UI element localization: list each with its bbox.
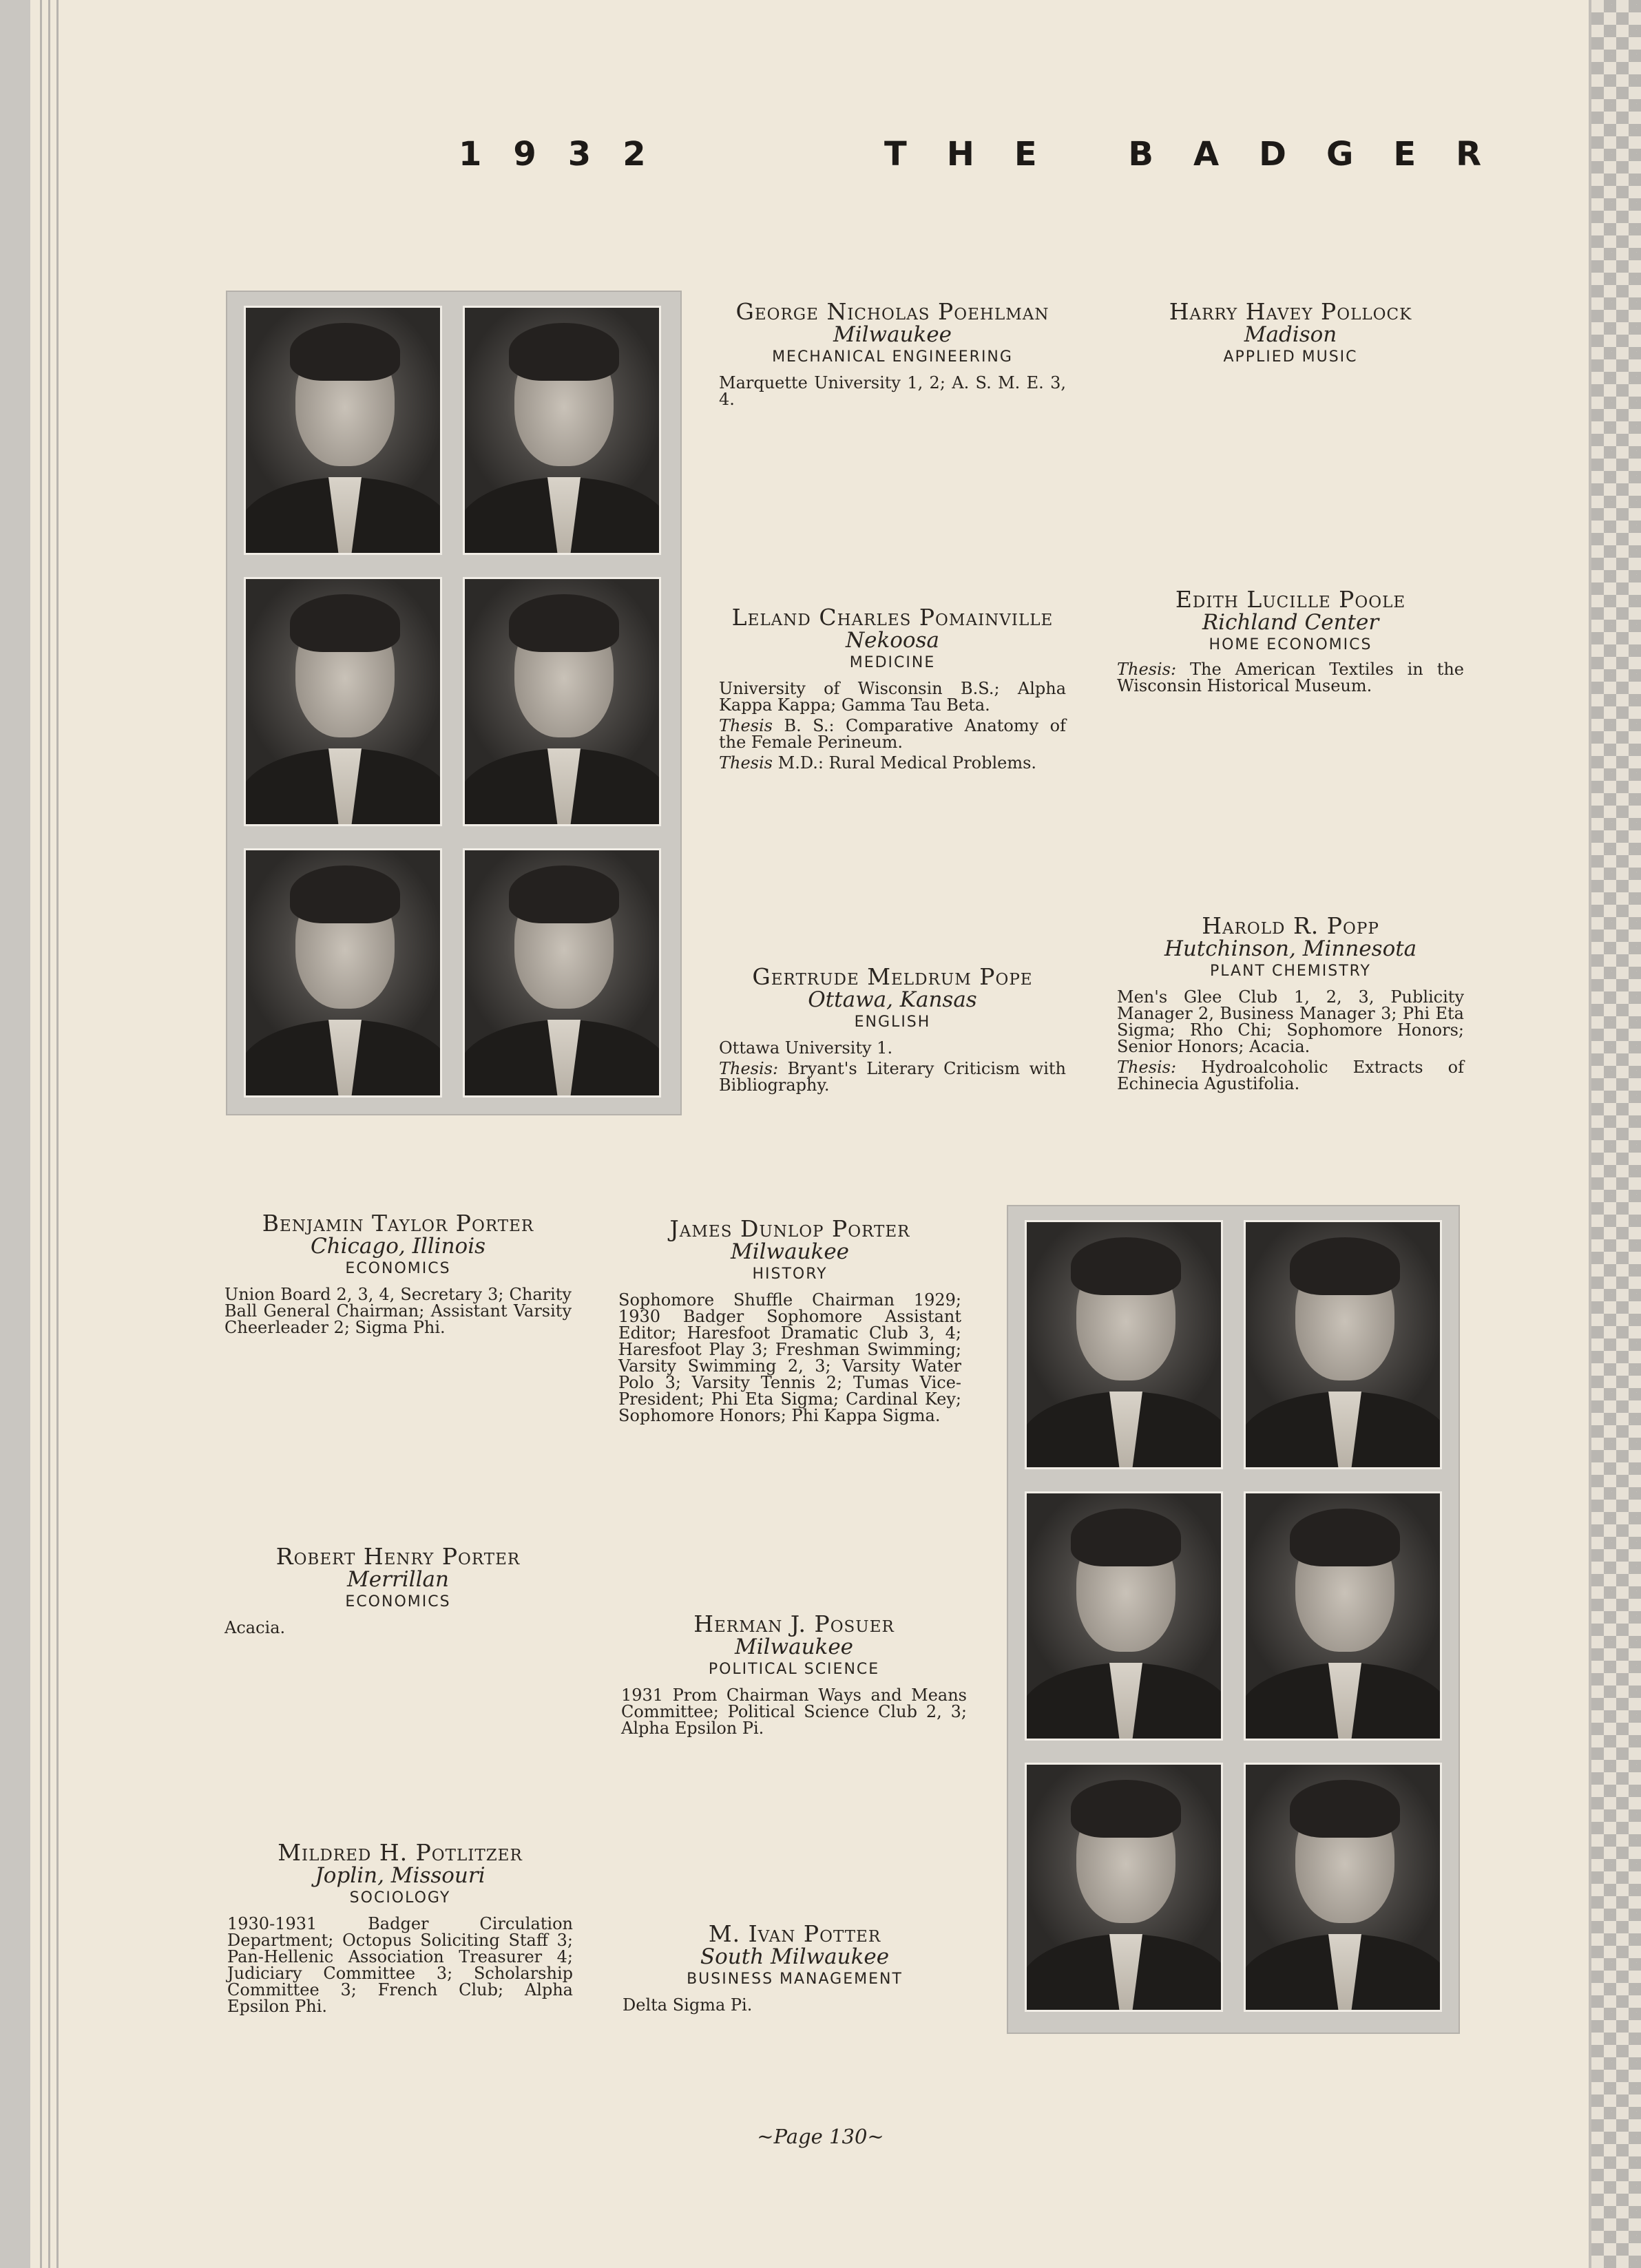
entry-robert-porter	[224, 1545, 572, 1636]
header-title: THE BADGER	[884, 135, 1522, 174]
student-thesis	[719, 717, 1066, 750]
portrait-photo	[1025, 1220, 1223, 1469]
student-thesis	[719, 1060, 1066, 1093]
student-city: Joplin, Missouri	[315, 1863, 485, 1888]
entry-poole	[1117, 588, 1464, 694]
student-department: ECONOMICS	[345, 1593, 451, 1610]
entry-pope	[719, 965, 1066, 1093]
thesis-label: Thesis:	[1117, 660, 1177, 679]
student-department: SOCIOLOGY	[349, 1889, 451, 1907]
portrait-photo	[1025, 1763, 1223, 2012]
student-record: Union Board 2, 3, 4, Secretary 3; Charity Ball General Chairman; Assistant Varsity Cheerleader 2; Sigma Phi.	[224, 1285, 572, 1337]
student-department: APPLIED MUSIC	[1223, 348, 1358, 366]
student-city: Milwaukee	[730, 1239, 850, 1264]
student-department: POLITICAL SCIENCE	[708, 1661, 880, 1678]
thesis-text: The American Textiles in the Wisconsin Historical Museum.	[1117, 660, 1464, 695]
left-margin-rule	[56, 0, 59, 2268]
student-name: Harold R. Popp	[1202, 912, 1379, 939]
portrait-photo	[463, 306, 661, 555]
thesis-label: Thesis	[719, 753, 773, 773]
right-decorative-border	[1591, 0, 1641, 2268]
portrait-photo	[1244, 1763, 1442, 2012]
entry-posuer	[621, 1610, 967, 1738]
student-record: University of Wisconsin B.S.; Alpha Kappa Kappa; Gamma Tau Beta.	[719, 679, 1066, 715]
student-city: Chicago, Illinois	[310, 1234, 486, 1259]
student-city: Ottawa, Kansas	[808, 987, 977, 1012]
portrait-photo	[463, 848, 661, 1098]
student-name: Leland Charles Pomainville	[731, 604, 1054, 631]
thesis-label: Thesis:	[1117, 1058, 1177, 1077]
thesis-text: Hydroalcoholic Extracts of Echinecia Agustifolia.	[1117, 1058, 1464, 1093]
student-name: Edith Lucille Poole	[1175, 586, 1406, 613]
student-name: James Dunlop Porter	[669, 1215, 910, 1242]
student-name: M. Ivan Potter	[708, 1920, 881, 1947]
portrait-photo	[463, 577, 661, 826]
left-margin-rule	[40, 0, 42, 2268]
student-department: ECONOMICS	[345, 1260, 451, 1277]
entry-benjamin-porter	[224, 1212, 572, 1336]
student-city: Richland Center	[1202, 610, 1379, 635]
thesis-text: B. S.: Comparative Anatomy of the Female Perineum.	[719, 716, 1066, 752]
entry-popp	[1117, 914, 1464, 1092]
student-department: MEDICINE	[849, 654, 936, 671]
entry-pomainville	[719, 606, 1066, 771]
student-record: Delta Sigma Pi.	[623, 1995, 753, 2015]
student-name: George Nicholas Poehlman	[735, 298, 1049, 325]
student-name: Benjamin Taylor Porter	[262, 1210, 534, 1237]
thesis-text: Bryant's Literary Criticism with Bibliography.	[719, 1059, 1066, 1095]
student-record: 1930-1931 Badger Circulation Department; Octopus Soliciting Staff 3; Pan-Hellenic Association Treasurer 4; Judiciary Committee 3; Scholarship Committee 3; French Club; Alpha Epsilon Phi.	[227, 1914, 573, 2016]
portrait-photo	[1244, 1220, 1442, 1469]
student-record: Sophomore Shuffle Chairman 1929; 1930 Badger Sophomore Assistant Editor; Haresfoot Dramatic Club 3, 4; Haresfoot Play 3; Freshman Swimming; Varsity Swimming 2, 3; Varsity Water Polo 3; Varsity Tennis 2; Tumas Vice-President; Phi Eta Sigma; Cardinal Key; Sophomore Honors; Phi Kappa Sigma.	[618, 1290, 961, 1425]
entry-potter	[623, 1922, 967, 2013]
entry-james-porter	[618, 1217, 961, 1424]
entry-poehlman	[719, 300, 1066, 408]
portrait-photo	[1025, 1491, 1223, 1741]
thesis-label: Thesis	[719, 716, 773, 735]
photo-panel-bottom	[1007, 1205, 1460, 2034]
student-city: Madison	[1244, 322, 1337, 347]
page-number: ~Page 130~	[757, 2125, 884, 2148]
student-city: South Milwaukee	[700, 1944, 890, 1969]
photo-panel-top	[226, 291, 682, 1115]
student-thesis	[719, 755, 1066, 771]
portrait-photo	[244, 577, 442, 826]
student-department: HOME ECONOMICS	[1209, 636, 1372, 653]
portrait-photo	[244, 306, 442, 555]
student-department: ENGLISH	[854, 1014, 931, 1031]
student-name: Gertrude Meldrum Pope	[752, 963, 1033, 990]
entry-pollock	[1117, 300, 1464, 369]
student-city: Milwaukee	[734, 1635, 854, 1659]
student-record: Ottawa University 1.	[719, 1038, 893, 1058]
left-margin-band	[0, 0, 30, 2268]
thesis-label: Thesis:	[719, 1059, 779, 1078]
student-record: Acacia.	[224, 1618, 286, 1637]
entry-potlitzer	[227, 1841, 573, 2015]
left-margin-rule	[48, 0, 50, 2268]
student-name: Mildred H. Potlitzer	[278, 1839, 523, 1866]
student-city: Merrillan	[347, 1567, 449, 1592]
student-name: Harry Havey Pollock	[1169, 298, 1412, 325]
student-thesis	[1117, 1059, 1464, 1092]
thesis-text: M.D.: Rural Medical Problems.	[777, 753, 1037, 773]
student-name: Herman J. Posuer	[693, 1610, 895, 1637]
student-department: MECHANICAL ENGINEERING	[772, 348, 1013, 366]
student-department: HISTORY	[752, 1266, 828, 1283]
student-record: 1931 Prom Chairman Ways and Means Committee; Political Science Club 2, 3; Alpha Epsilon Pi.	[621, 1686, 967, 1738]
student-department: BUSINESS MANAGEMENT	[687, 1971, 903, 1988]
student-city: Hutchinson, Minnesota	[1164, 936, 1417, 961]
student-record: Marquette University 1, 2; A. S. M. E. 3, 4.	[719, 373, 1066, 409]
header-year: 1932	[459, 135, 678, 174]
portrait-photo	[244, 848, 442, 1098]
student-city: Milwaukee	[833, 322, 952, 347]
student-city: Nekoosa	[846, 628, 939, 653]
student-department: PLANT CHEMISTRY	[1210, 963, 1371, 980]
student-record: Men's Glee Club 1, 2, 3, Publicity Manager 2, Business Manager 3; Phi Eta Sigma; Rho Chi; Sophomore Honors; Senior Honors; Acacia.	[1117, 987, 1464, 1056]
student-thesis	[1117, 661, 1464, 694]
student-name: Robert Henry Porter	[275, 1543, 521, 1570]
portrait-photo	[1244, 1491, 1442, 1741]
